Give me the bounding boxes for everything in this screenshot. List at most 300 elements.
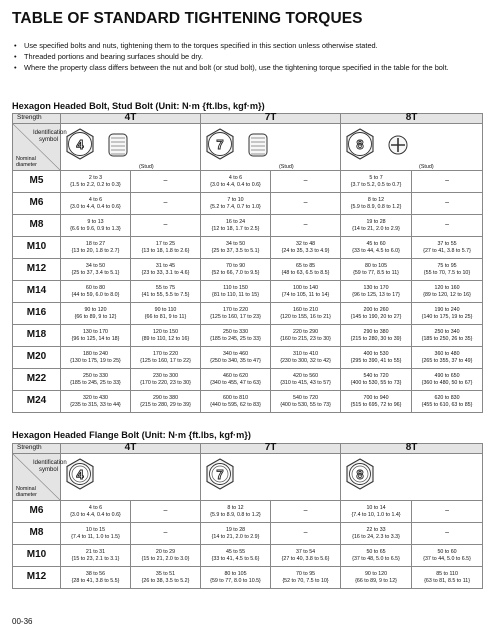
strength-header-row bbox=[13, 114, 483, 124]
torque-nm-value: 65 to 85 bbox=[295, 263, 316, 270]
torque-imperial-value: {185 to 245, 25 to 33} bbox=[70, 379, 121, 386]
identification-symbol-8t bbox=[341, 454, 483, 501]
torque-cell bbox=[131, 523, 201, 545]
torque-cell bbox=[201, 281, 271, 303]
torque-imperial-value: {5.2 to 7.4, 0.7 to 1.0} bbox=[210, 203, 261, 210]
torque-nm-value: 22 to 33 bbox=[366, 527, 386, 534]
torque-cell bbox=[131, 347, 201, 369]
strength-label: Strength bbox=[13, 444, 61, 454]
strength-class-8t: 8T bbox=[341, 114, 483, 124]
torque-imperial-value: {265 to 355, 37 to 49} bbox=[421, 357, 473, 364]
torque-nm-value: 45 to 60 bbox=[366, 241, 386, 248]
torque-imperial-value: {37 to 44, 5.0 to 6.5} bbox=[423, 555, 471, 562]
table-row bbox=[13, 501, 483, 523]
nominal-diameter-label bbox=[16, 486, 37, 498]
nominal-diameter-cell: M5 bbox=[13, 171, 61, 193]
torque-imperial-value: {1.5 to 2.2, 0.2 to 0.3} bbox=[70, 181, 121, 188]
torque-cell bbox=[61, 325, 131, 347]
torque-cell bbox=[412, 193, 483, 215]
torque-imperial-value: {515 to 695, 72 to 96} bbox=[350, 401, 402, 408]
nominal-diameter-cell: M18 bbox=[13, 325, 61, 347]
torque-imperial-value: {12 to 18, 1.7 to 2.5} bbox=[211, 225, 260, 232]
identification-symbol-8t bbox=[341, 124, 483, 171]
torque-cell bbox=[131, 259, 201, 281]
torque-imperial-value: {63 to 81, 8.5 to 11} bbox=[424, 577, 470, 584]
torque-cell bbox=[61, 259, 131, 281]
torque-cell bbox=[412, 545, 483, 567]
identification-symbol-4t bbox=[61, 124, 201, 171]
strength-label: Strength bbox=[13, 114, 61, 124]
torque-nm-value: 10 to 15 bbox=[85, 527, 106, 534]
torque-cell bbox=[271, 347, 341, 369]
torque-nm-value: 21 to 31 bbox=[85, 549, 106, 556]
torque-nm-value: 620 to 830 bbox=[434, 395, 460, 402]
torque-imperial-value: {5.9 to 8.9, 0.8 to 1.2} bbox=[210, 511, 261, 518]
torque-imperial-value: {185 to 245, 25 to 33} bbox=[210, 335, 261, 342]
torque-imperial-value: {125 to 160, 17 to 23} bbox=[210, 313, 261, 320]
empty-dash: – bbox=[303, 507, 308, 515]
diameter-text: diameter bbox=[16, 492, 37, 498]
torque-cell bbox=[412, 171, 483, 193]
torque-imperial-value: {89 to 120, 12 to 16} bbox=[423, 291, 471, 298]
torque-nm-value: 320 to 430 bbox=[82, 395, 109, 402]
torque-nm-value: 250 to 330 bbox=[222, 329, 249, 336]
torque-nm-value: 90 to 110 bbox=[154, 307, 177, 314]
torque-imperial-value: {230 to 300, 32 to 42} bbox=[280, 357, 331, 364]
torque-cell bbox=[271, 325, 341, 347]
nominal-diameter-cell: M10 bbox=[13, 545, 61, 567]
torque-cell bbox=[61, 545, 131, 567]
torque-imperial-value: {400 to 530, 55 to 73} bbox=[350, 379, 402, 386]
flange-bolt-head-icon bbox=[345, 458, 375, 494]
torque-nm-value: 4 to 6 bbox=[88, 505, 103, 512]
torque-imperial-value: {3.0 to 4.4, 0.4 to 0.6} bbox=[70, 203, 121, 210]
nominal-diameter-cell: M8 bbox=[13, 215, 61, 237]
empty-dash: – bbox=[303, 177, 308, 185]
torque-nm-value: 80 to 105 bbox=[224, 571, 247, 578]
torque-nm-value: 60 to 80 bbox=[85, 285, 106, 292]
torque-nm-value: 120 to 150 bbox=[152, 329, 179, 336]
torque-cell bbox=[412, 259, 483, 281]
torque-nm-value: 55 to 75 bbox=[155, 285, 176, 292]
torque-cell bbox=[271, 567, 341, 589]
torque-cell bbox=[271, 171, 341, 193]
torque-imperial-value: {170 to 220, 23 to 30} bbox=[140, 379, 191, 386]
torque-cell bbox=[271, 303, 341, 325]
bolt-class-number: 8 bbox=[356, 467, 364, 482]
torque-nm-value: 290 to 380 bbox=[363, 329, 389, 336]
torque-imperial-value: {89 to 110, 12 to 16} bbox=[141, 335, 190, 342]
torque-imperial-value: {140 to 175, 19 to 25} bbox=[421, 313, 473, 320]
hex-bolt-torque-table bbox=[12, 113, 483, 413]
torque-cell bbox=[271, 391, 341, 413]
torque-cell bbox=[341, 391, 412, 413]
torque-cell bbox=[131, 303, 201, 325]
flange-section-title: Hexagon Headed Flange Bolt (Unit: N·m {ft.lbs, kgf·m}) bbox=[12, 430, 251, 440]
empty-dash: – bbox=[303, 221, 308, 229]
table-row bbox=[13, 523, 483, 545]
table-row bbox=[13, 215, 483, 237]
nominal-diameter-cell: M20 bbox=[13, 347, 61, 369]
torque-imperial-value: {3.7 to 5.2, 0.5 to 0.7} bbox=[350, 181, 402, 188]
torque-imperial-value: {6.6 to 9.6, 0.9 to 1.3} bbox=[70, 225, 121, 232]
nominal-diameter-cell: M6 bbox=[13, 501, 61, 523]
torque-cell bbox=[61, 281, 131, 303]
torque-cell bbox=[341, 237, 412, 259]
strength-class-8t: 8T bbox=[341, 444, 483, 454]
torque-cell bbox=[61, 303, 131, 325]
stud-label: (Stud) bbox=[279, 164, 294, 170]
torque-nm-value: 540 to 720 bbox=[363, 373, 389, 380]
bolt-class-number: 7 bbox=[216, 467, 224, 482]
torque-cell bbox=[271, 193, 341, 215]
torque-cell bbox=[61, 567, 131, 589]
table-row bbox=[13, 347, 483, 369]
torque-cell bbox=[131, 325, 201, 347]
nominal-diameter-cell: M6 bbox=[13, 193, 61, 215]
torque-cell bbox=[201, 347, 271, 369]
torque-cell bbox=[131, 237, 201, 259]
torque-nm-value: 9 to 13 bbox=[87, 219, 104, 226]
identification-nominal-header bbox=[13, 124, 67, 171]
torque-imperial-value: {5.9 to 8.9, 0.8 to 1.2} bbox=[350, 203, 402, 210]
flange-bolt-torque-table bbox=[12, 443, 483, 589]
torque-cell bbox=[341, 347, 412, 369]
torque-nm-value: 180 to 240 bbox=[82, 351, 109, 358]
torque-nm-value: 70 to 90 bbox=[225, 263, 246, 270]
table-row bbox=[13, 259, 483, 281]
torque-cell bbox=[61, 171, 131, 193]
torque-imperial-value: {27 to 41, 3.8 to 5.7} bbox=[423, 247, 471, 254]
torque-nm-value: 17 to 25 bbox=[155, 241, 176, 248]
table-row bbox=[13, 391, 483, 413]
torque-imperial-value: {13 to 20, 1.8 to 2.7} bbox=[71, 247, 120, 254]
torque-imperial-value: {7.4 to 10, 1.0 to 1.4} bbox=[351, 511, 401, 518]
torque-nm-value: 90 to 120 bbox=[364, 571, 388, 578]
empty-dash: – bbox=[163, 507, 168, 515]
torque-imperial-value: {250 to 340, 35 to 47} bbox=[210, 357, 261, 364]
torque-nm-value: 8 to 12 bbox=[227, 505, 244, 512]
torque-imperial-value: {52 to 66, 7.0 to 9.5} bbox=[211, 269, 260, 276]
bullet-item: • Use specified bolts and nuts, tightening them to the torques specified in this section unless otherwise stated. bbox=[12, 40, 482, 51]
identification-row bbox=[13, 124, 483, 171]
torque-cell bbox=[61, 391, 131, 413]
torque-nm-value: 110 to 150 bbox=[223, 285, 248, 292]
torque-imperial-value: {130 to 175, 19 to 25} bbox=[70, 357, 121, 364]
symbol-text: symbol bbox=[39, 136, 59, 143]
flange-bolt-head-icon bbox=[65, 458, 95, 494]
strength-class-4t: 4T bbox=[61, 444, 201, 454]
torque-imperial-value: {125 to 160, 17 to 22} bbox=[140, 357, 191, 364]
torque-cell bbox=[201, 259, 271, 281]
nominal-diameter-cell: M10 bbox=[13, 237, 61, 259]
torque-cell bbox=[131, 369, 201, 391]
torque-nm-value: 34 to 50 bbox=[85, 263, 106, 270]
torque-cell bbox=[131, 501, 201, 523]
torque-nm-value: 38 to 56 bbox=[85, 571, 106, 578]
empty-dash: – bbox=[445, 221, 449, 229]
bolt-class-number: 7 bbox=[216, 137, 224, 152]
torque-nm-value: 10 to 14 bbox=[366, 505, 386, 512]
diameter-text: diameter bbox=[16, 162, 37, 168]
torque-nm-value: 340 to 460 bbox=[222, 351, 249, 358]
torque-nm-value: 130 to 170 bbox=[82, 329, 109, 336]
torque-nm-value: 31 to 45 bbox=[155, 263, 176, 270]
torque-nm-value: 120 to 160 bbox=[434, 285, 460, 292]
torque-imperial-value: {55 to 70, 7.5 to 10} bbox=[423, 269, 471, 276]
torque-cell bbox=[61, 523, 131, 545]
bullet-item: • Where the property class differs between the nut and bolt (or stud bolt), use the tightening torque specified in the table for the bolt. bbox=[12, 62, 482, 73]
torque-cell bbox=[271, 215, 341, 237]
bolt-head-icon bbox=[65, 128, 95, 164]
identification-nominal-header bbox=[13, 454, 67, 501]
torque-imperial-value: {14 to 21, 2.0 to 2.9} bbox=[211, 533, 260, 540]
torque-nm-value: 100 to 140 bbox=[293, 285, 319, 292]
torque-cell bbox=[412, 325, 483, 347]
hex-section-title: Hexagon Headed Bolt, Stud Bolt (Unit: N·m {ft.lbs, kgf·m}) bbox=[12, 101, 265, 111]
torque-cell bbox=[61, 501, 131, 523]
table-row bbox=[13, 171, 483, 193]
torque-cell bbox=[201, 369, 271, 391]
torque-nm-value: 5 to 7 bbox=[369, 175, 383, 182]
torque-imperial-value: {96 to 125, 14 to 18} bbox=[71, 335, 120, 342]
torque-cell bbox=[412, 281, 483, 303]
torque-imperial-value: {59 to 77, 8.0 to 10.5} bbox=[210, 577, 261, 584]
table-row bbox=[13, 369, 483, 391]
stud-bolt-icon bbox=[107, 130, 129, 160]
torque-nm-value: 70 to 95 bbox=[295, 571, 316, 578]
torque-nm-value: 50 to 60 bbox=[437, 549, 457, 556]
torque-cell bbox=[412, 237, 483, 259]
torque-imperial-value: {215 to 280, 29 to 39} bbox=[140, 401, 191, 408]
torque-cell bbox=[61, 215, 131, 237]
torque-imperial-value: {27 to 40, 3.8 to 5.6} bbox=[281, 555, 330, 562]
torque-cell bbox=[201, 545, 271, 567]
page-title: TABLE OF STANDARD TIGHTENING TORQUES bbox=[12, 10, 363, 27]
torque-nm-value: 190 to 240 bbox=[434, 307, 460, 314]
torque-imperial-value: {16 to 24, 2.3 to 3.3} bbox=[352, 533, 400, 540]
strength-header-row bbox=[13, 444, 483, 454]
torque-imperial-value: {160 to 215, 23 to 30} bbox=[280, 335, 331, 342]
torque-nm-value: 37 to 55 bbox=[437, 241, 457, 248]
torque-imperial-value: {120 to 155, 16 to 21} bbox=[280, 313, 331, 320]
torque-cell bbox=[201, 501, 271, 523]
strength-class-7t: 7T bbox=[201, 444, 341, 454]
nominal-diameter-cell: M16 bbox=[13, 303, 61, 325]
bolt-class-number: 8 bbox=[356, 137, 364, 152]
torque-imperial-value: {96 to 125, 13 to 17} bbox=[352, 291, 400, 298]
torque-cell bbox=[341, 369, 412, 391]
torque-imperial-value: {66 to 89, 9 to 12} bbox=[355, 577, 397, 584]
torque-imperial-value: {15 to 21, 2.0 to 3.0} bbox=[141, 555, 190, 562]
torque-imperial-value: {400 to 530, 55 to 73} bbox=[280, 401, 331, 408]
torque-cell bbox=[131, 391, 201, 413]
torque-cell bbox=[412, 391, 483, 413]
torque-nm-value: 19 to 28 bbox=[366, 219, 386, 226]
strength-class-7t: 7T bbox=[201, 114, 341, 124]
torque-cell bbox=[341, 567, 412, 589]
torque-imperial-value: {25 to 37, 3.4 to 5.1} bbox=[71, 269, 120, 276]
torque-imperial-value: {33 to 41, 4.5 to 5.6} bbox=[211, 555, 260, 562]
torque-imperial-value: {145 to 190, 20 to 27} bbox=[350, 313, 402, 320]
torque-cell bbox=[341, 501, 412, 523]
bolt-class-number: 4 bbox=[76, 137, 84, 152]
torque-imperial-value: {25 to 37, 3.5 to 5.1} bbox=[211, 247, 260, 254]
nominal-diameter-cell: M12 bbox=[13, 259, 61, 281]
empty-dash: – bbox=[163, 221, 168, 229]
torque-cell bbox=[201, 237, 271, 259]
torque-imperial-value: {13 to 18, 1.8 to 2.6} bbox=[141, 247, 190, 254]
torque-cell bbox=[131, 171, 201, 193]
torque-nm-value: 50 to 65 bbox=[366, 549, 386, 556]
torque-imperial-value: {48 to 63, 6.5 to 8.5} bbox=[281, 269, 330, 276]
symbol-text: symbol bbox=[39, 466, 59, 473]
stud-label: (Stud) bbox=[419, 164, 434, 170]
table-row bbox=[13, 545, 483, 567]
torque-cell bbox=[131, 193, 201, 215]
table-row bbox=[13, 325, 483, 347]
torque-imperial-value: {215 to 280, 30 to 39} bbox=[350, 335, 402, 342]
torque-imperial-value: {33 to 44, 4.5 to 6.0} bbox=[352, 247, 400, 254]
torque-nm-value: 290 to 380 bbox=[152, 395, 179, 402]
torque-imperial-value: {360 to 480, 50 to 67} bbox=[421, 379, 473, 386]
nominal-diameter-label bbox=[16, 156, 37, 168]
torque-nm-value: 4 to 6 bbox=[88, 197, 103, 204]
flange-bolt-head-icon bbox=[205, 458, 235, 494]
identification-text: Identification bbox=[33, 130, 67, 136]
torque-nm-value: 16 to 24 bbox=[225, 219, 246, 226]
torque-nm-value: 75 to 95 bbox=[437, 263, 457, 270]
nominal-diameter-cell: M22 bbox=[13, 369, 61, 391]
torque-imperial-value: {3.0 to 4.4, 0.4 to 0.6} bbox=[70, 511, 121, 518]
bullet-item: • Threaded portions and bearing surfaces should be dry. bbox=[12, 51, 482, 62]
table-row bbox=[13, 193, 483, 215]
torque-nm-value: 37 to 54 bbox=[295, 549, 316, 556]
torque-cell bbox=[341, 325, 412, 347]
torque-cell bbox=[271, 369, 341, 391]
torque-cell bbox=[412, 501, 483, 523]
torque-imperial-value: {295 to 390, 41 to 55} bbox=[350, 357, 402, 364]
stud-bolt-icon bbox=[247, 130, 269, 160]
torque-cell bbox=[412, 369, 483, 391]
torque-imperial-value: {74 to 105, 11 to 14} bbox=[281, 291, 330, 298]
empty-dash: – bbox=[303, 529, 308, 537]
torque-cell bbox=[201, 567, 271, 589]
empty-dash: – bbox=[445, 507, 449, 515]
empty-dash: – bbox=[445, 529, 449, 537]
torque-cell bbox=[412, 215, 483, 237]
bolt-head-icon bbox=[345, 128, 375, 164]
torque-cell bbox=[201, 391, 271, 413]
torque-cell bbox=[341, 215, 412, 237]
torque-cell bbox=[271, 237, 341, 259]
table-row bbox=[13, 281, 483, 303]
torque-nm-value: 34 to 50 bbox=[225, 241, 246, 248]
torque-cell bbox=[341, 545, 412, 567]
empty-dash: – bbox=[445, 199, 449, 207]
empty-dash: – bbox=[163, 199, 168, 207]
nominal-diameter-cell: M24 bbox=[13, 391, 61, 413]
torque-nm-value: 18 to 27 bbox=[85, 241, 106, 248]
torque-nm-value: 250 to 330 bbox=[82, 373, 109, 380]
torque-nm-value: 90 to 120 bbox=[84, 307, 107, 314]
torque-imperial-value: {41 to 55, 5.5 to 7.5} bbox=[141, 291, 190, 298]
torque-nm-value: 460 to 620 bbox=[222, 373, 249, 380]
torque-nm-value: 170 to 220 bbox=[152, 351, 179, 358]
empty-dash: – bbox=[445, 177, 449, 185]
torque-nm-value: 250 to 340 bbox=[434, 329, 460, 336]
empty-dash: – bbox=[303, 199, 308, 207]
torque-nm-value: 420 to 560 bbox=[293, 373, 319, 380]
torque-nm-value: 230 to 300 bbox=[152, 373, 179, 380]
torque-nm-value: 8 to 12 bbox=[367, 197, 385, 204]
torque-imperial-value: {66 to 89, 9 to 12} bbox=[74, 313, 117, 320]
torque-imperial-value: {310 to 415, 43 to 57} bbox=[280, 379, 331, 386]
torque-imperial-value: {440 to 595, 62 to 83} bbox=[210, 401, 261, 408]
torque-nm-value: 32 to 48 bbox=[295, 241, 316, 248]
torque-imperial-value: {7.4 to 11, 1.0 to 1.5} bbox=[71, 533, 120, 540]
torque-imperial-value: {81 to 110, 11 to 15} bbox=[212, 291, 259, 298]
torque-imperial-value: {185 to 250, 26 to 35} bbox=[421, 335, 473, 342]
identification-text: Identification bbox=[33, 460, 67, 466]
table-row bbox=[13, 237, 483, 259]
nominal-diameter-cell: M8 bbox=[13, 523, 61, 545]
torque-nm-value: 170 to 220 bbox=[222, 307, 249, 314]
torque-cell bbox=[412, 523, 483, 545]
torque-imperial-value: {15 to 23, 2.1 to 3.1} bbox=[71, 555, 120, 562]
empty-dash: – bbox=[163, 177, 168, 185]
torque-nm-value: 600 to 810 bbox=[222, 395, 249, 402]
torque-imperial-value: {52 to 70, 7.5 to 10} bbox=[282, 577, 329, 584]
torque-cell bbox=[341, 193, 412, 215]
torque-cell bbox=[201, 523, 271, 545]
torque-nm-value: 85 to 110 bbox=[436, 571, 458, 578]
torque-nm-value: 160 to 210 bbox=[293, 307, 319, 314]
torque-cell bbox=[341, 171, 412, 193]
torque-imperial-value: {44 to 59, 6.0 to 8.0} bbox=[71, 291, 120, 298]
torque-cell bbox=[341, 281, 412, 303]
identification-symbol-7t bbox=[201, 124, 341, 171]
torque-nm-value: 4 to 6 bbox=[228, 175, 243, 182]
torque-cell bbox=[341, 259, 412, 281]
identification-row bbox=[13, 454, 483, 501]
torque-cell bbox=[201, 303, 271, 325]
torque-cell bbox=[341, 523, 412, 545]
torque-imperial-value: {23 to 33, 3.1 to 4.6} bbox=[141, 269, 190, 276]
torque-imperial-value: {340 to 455, 47 to 63} bbox=[210, 379, 261, 386]
torque-nm-value: 700 to 940 bbox=[363, 395, 389, 402]
bolt-class-number: 4 bbox=[76, 467, 84, 482]
torque-nm-value: 400 to 530 bbox=[363, 351, 389, 358]
torque-nm-value: 220 to 290 bbox=[293, 329, 319, 336]
torque-cell bbox=[412, 347, 483, 369]
torque-nm-value: 360 to 480 bbox=[434, 351, 460, 358]
torque-cell bbox=[271, 545, 341, 567]
torque-nm-value: 200 to 260 bbox=[363, 307, 389, 314]
torque-imperial-value: {14 to 21, 2.0 to 2.9} bbox=[352, 225, 400, 232]
identification-symbol-7t bbox=[201, 454, 341, 501]
empty-dash: – bbox=[163, 529, 168, 537]
torque-nm-value: 2 to 3 bbox=[88, 175, 103, 182]
torque-cell bbox=[61, 193, 131, 215]
torque-nm-value: 7 to 10 bbox=[227, 197, 244, 204]
bullet-list bbox=[12, 40, 482, 73]
torque-cell bbox=[61, 347, 131, 369]
torque-cell bbox=[271, 501, 341, 523]
identification-symbol-4t bbox=[61, 454, 201, 501]
torque-cell bbox=[131, 545, 201, 567]
page-number: 00-36 bbox=[12, 617, 33, 626]
